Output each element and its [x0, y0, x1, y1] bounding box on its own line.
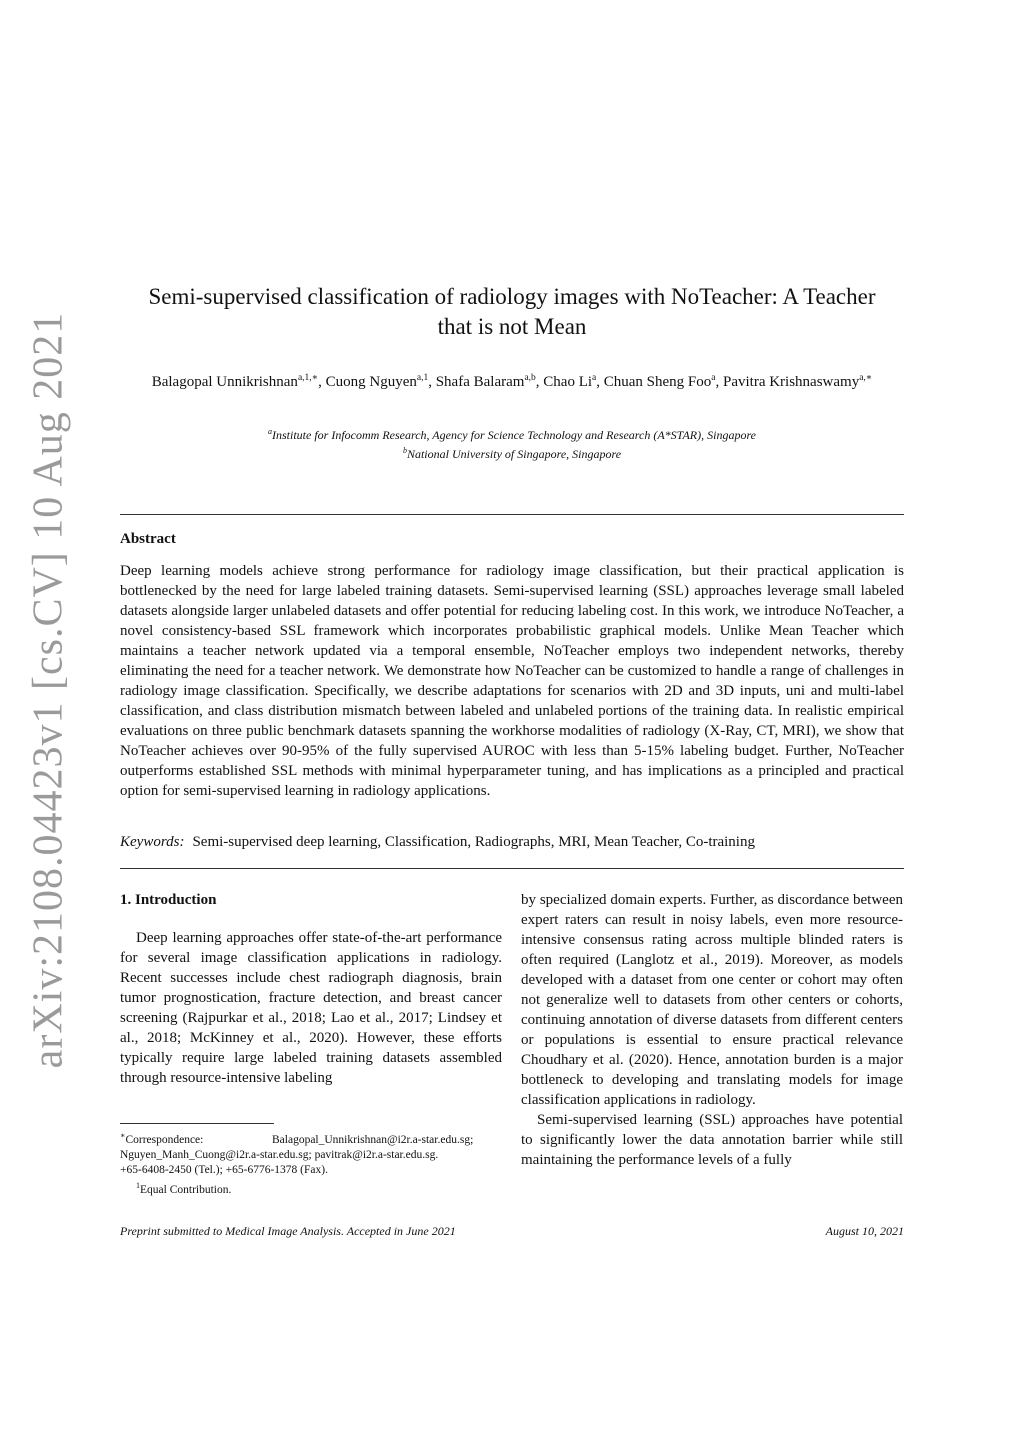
equal-contribution-text: Equal Contribution.	[140, 1183, 232, 1196]
author-name: Cuong Nguyen	[325, 374, 417, 390]
author-name: Shafa Balaram	[435, 374, 525, 390]
right-column	[521, 890, 903, 1170]
intro-paragraph-2: Semi-supervised learning (SSL) approaches have potential to significantly lower the data annotation barrier while still maintaining the performance levels of a fully	[521, 1112, 903, 1168]
intro-paragraph-continued: by specialized domain experts. Further, as discordance between expert raters can result in noisy labels, even more resource-intensive consensus rating across multiple blinded raters is often required (Langlotz et al., 2019). Moreover, as models developed with a dataset from one center or cohort may often not generalize well to datasets from other centers or cohorts, continuing annotation of diverse datasets from different centers or populations is essential to ensure practical relevance Choudhary et al. (2020). Hence, annotation burden is a major bottleneck to developing and translating models for image classification applications in radiology.	[521, 892, 903, 1108]
affiliation-mark: b	[402, 446, 407, 455]
footnotes	[120, 1128, 510, 1198]
correspondence-mark: ∗	[120, 1131, 126, 1140]
keywords-label: Keywords:	[120, 834, 185, 850]
left-column	[120, 890, 502, 1088]
author-affiliation-mark: a	[711, 373, 716, 383]
affiliation-list	[120, 424, 904, 462]
author-separator: ,	[318, 374, 326, 390]
author-name: Balagopal Unnikrishnan	[151, 374, 298, 390]
section-heading-introduction: 1. Introduction	[120, 892, 217, 908]
footer-date: August 10, 2021	[825, 1224, 904, 1238]
author-separator: ,	[715, 374, 723, 390]
author-name: Pavitra Krishnaswamy	[722, 374, 860, 390]
author-list	[120, 368, 904, 392]
paper-title	[120, 282, 904, 342]
affiliation-item	[120, 424, 904, 443]
correspondence-footnote	[120, 1128, 510, 1148]
keywords	[120, 832, 904, 852]
affiliation-mark: a	[268, 427, 272, 436]
arxiv-identifier-stamp	[22, 311, 74, 1069]
correspondence-email[interactable]: Balagopal_Unnikrishnan@i2r.a-star.edu.sg;	[272, 1133, 474, 1146]
arxiv-identifier-text: arXiv:2108.04423v1 [cs.CV] 10 Aug 2021	[25, 311, 71, 1069]
author-separator: ,	[428, 374, 436, 390]
footnote-rule	[120, 1123, 274, 1124]
author-separator: ,	[596, 374, 604, 390]
footer-submission-note: Preprint submitted to Medical Image Analysis. Accepted in June 2021	[120, 1224, 456, 1238]
affiliation-text: National University of Singapore, Singapore	[406, 447, 622, 461]
affiliation-text: Institute for Infocomm Research, Agency for Science Technology and Research (A*STAR), Singapore	[272, 428, 756, 442]
equal-contribution-mark: 1	[136, 1180, 140, 1190]
abstract-top-rule	[120, 514, 904, 515]
correspondence-label: Correspondence:	[125, 1133, 204, 1146]
correspondence-phone: +65-6408-2450 (Tel.); +65-6776-1378 (Fax).	[120, 1163, 328, 1176]
paper-title-line-1: Semi-supervised classification of radiology images with NoTeacher: A Teacher	[148, 284, 876, 309]
author-affiliation-mark: a	[592, 373, 597, 383]
keywords-text: Semi-supervised deep learning, Classification, Radiographs, MRI, Mean Teacher, Co-training	[192, 834, 755, 850]
abstract-bottom-rule	[120, 868, 904, 869]
author-affiliation-mark: a,b	[524, 373, 536, 383]
correspondence-emails[interactable]: Nguyen_Manh_Cuong@i2r.a-star.edu.sg; pavitrak@i2r.a-star.edu.sg.	[120, 1148, 439, 1161]
author-affiliation-mark: a,∗	[859, 373, 873, 383]
author-affiliation-mark: a,1,∗	[297, 373, 319, 383]
affiliation-item	[120, 443, 904, 462]
author-separator: ,	[535, 374, 544, 390]
author-name: Chuan Sheng Foo	[603, 374, 712, 390]
author-name: Chao Li	[543, 374, 593, 390]
intro-paragraph-1: Deep learning approaches offer state-of-the-art performance for several image classification applications in radiology. Recent successes include chest radiograph diagnosis, brain tumor prognostication, fracture detection, and breast cancer screening (Rajpurkar et al., 2018; Lao et al., 2017; Lindsey et al., 2018; McKinney et al., 2020). However, these efforts typically require large labeled training datasets assembled through resource-intensive labeling	[120, 930, 502, 1086]
author-affiliation-mark: a,1	[416, 373, 429, 383]
abstract-body: Deep learning models achieve strong performance for radiology image classification, but their practical application is bottlenecked by the need for large labeled training datasets. Semi-supervised learning (SSL) approaches leverage small labeled datasets alongside larger unlabeled datasets and offer potential for reducing labeling cost. In this work, we introduce NoTeacher, a novel consistency-based SSL framework which incorporates probabilistic graphical models. Unlike Mean Teacher which maintains a teacher network updated via a temporal ensemble, NoTeacher employs two independent networks, thereby eliminating the need for a teacher network. We demonstrate how NoTeacher can be customized to handle a range of challenges in radiology image classification. Specifically, we describe adaptations for scenarios with 2D and 3D inputs, uni and multi-label classification, and class distribution mismatch between labeled and unlabeled portions of the training data. In realistic empirical evaluations on three public benchmark datasets spanning the workhorse modalities of radiology (X-Ray, CT, MRI), we show that NoTeacher achieves over 90-95% of the fully supervised AUROC with less than 5-15% labeling budget. Further, NoTeacher outperforms established SSL methods with minimal hyperparameter tuning, and has implications as a principled and practical option for semi-supervised learning in radiology applications.	[120, 563, 904, 799]
abstract-heading: Abstract	[120, 531, 176, 547]
equal-contribution-footnote	[120, 1178, 510, 1198]
paper-title-line-2: that is not Mean	[437, 314, 587, 339]
